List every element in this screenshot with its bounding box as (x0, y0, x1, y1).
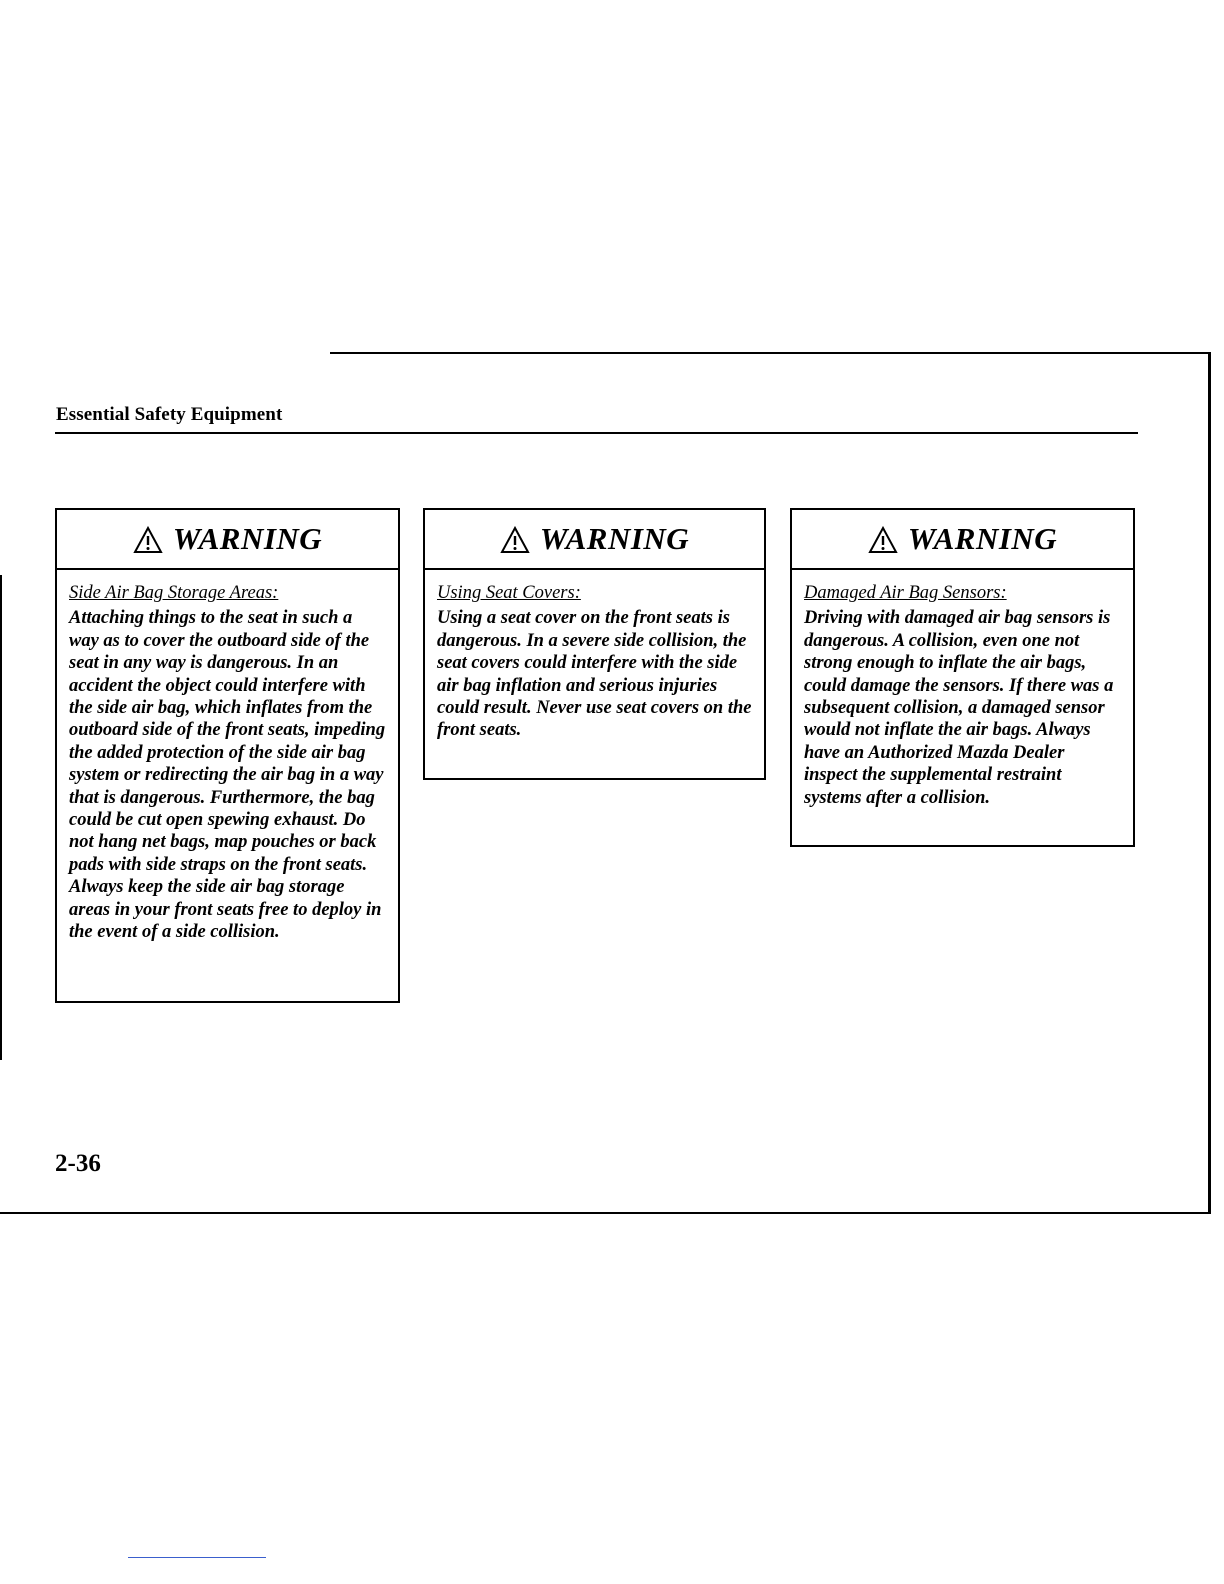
warning-text: Attaching things to the seat in such a way as to cover the outboard side of the seat in any way is dangerous. In an accident the object could interfere with the side air bag, which inflates from the outboard side of the front seats, impeding the added protection of the side air bag system or redirecting the air bag in a way that is dangerous. Furthermore, the bag could be cut open spewing exhaust. Do not hang net bags, map pouches or back pads with side straps on the front seats. Always keep the side air bag storage areas in your front seats free to deploy in the event of a side collision. (69, 608, 386, 943)
warning-triangle-icon (868, 526, 898, 554)
warning-subtitle: Side Air Bag Storage Areas: (69, 583, 279, 603)
warning-title: WARNING (907, 521, 1058, 556)
warning-subtitle: Damaged Air Bag Sensors: (804, 583, 1007, 603)
bottom-link-underline (128, 1557, 266, 1558)
warning-triangle-icon (133, 526, 163, 554)
warning-header (792, 510, 1133, 570)
page-border-top (330, 352, 1210, 354)
warning-text: Using a seat cover on the front seats is dangerous. In a severe side collision, the seat covers could interfere with the side air bag inflation and serious injuries could result. Never use seat covers on the front seats. (437, 608, 752, 741)
warning-box-damaged-sensors (790, 508, 1135, 847)
page-border-right (1208, 352, 1211, 1214)
warning-header (425, 510, 764, 570)
warning-box-seat-covers (423, 508, 766, 780)
warning-title: WARNING (172, 521, 323, 556)
warning-triangle-icon (500, 526, 530, 554)
warning-header (57, 510, 398, 570)
warning-subtitle: Using Seat Covers: (437, 583, 581, 603)
section-title: Essential Safety Equipment (56, 404, 283, 425)
warning-body (792, 570, 1133, 821)
header-divider (55, 432, 1138, 434)
warning-body (425, 570, 764, 754)
warning-title: WARNING (539, 521, 690, 556)
warning-body (57, 570, 398, 956)
page-number: 2-36 (55, 1150, 101, 1177)
page-border-left (0, 575, 2, 1060)
page-border-bottom (0, 1212, 1211, 1214)
warning-text: Driving with damaged air bag sensors is dangerous. A collision, even one not strong enough to inflate the air bags, could damage the sensors. If there was a subsequent collision, a damaged sensor would not inflate the air bags. Always have an Authorized Mazda Dealer inspect the supplemental restraint systems after a collision. (804, 608, 1114, 808)
warning-box-side-air-bag-storage (55, 508, 400, 1003)
